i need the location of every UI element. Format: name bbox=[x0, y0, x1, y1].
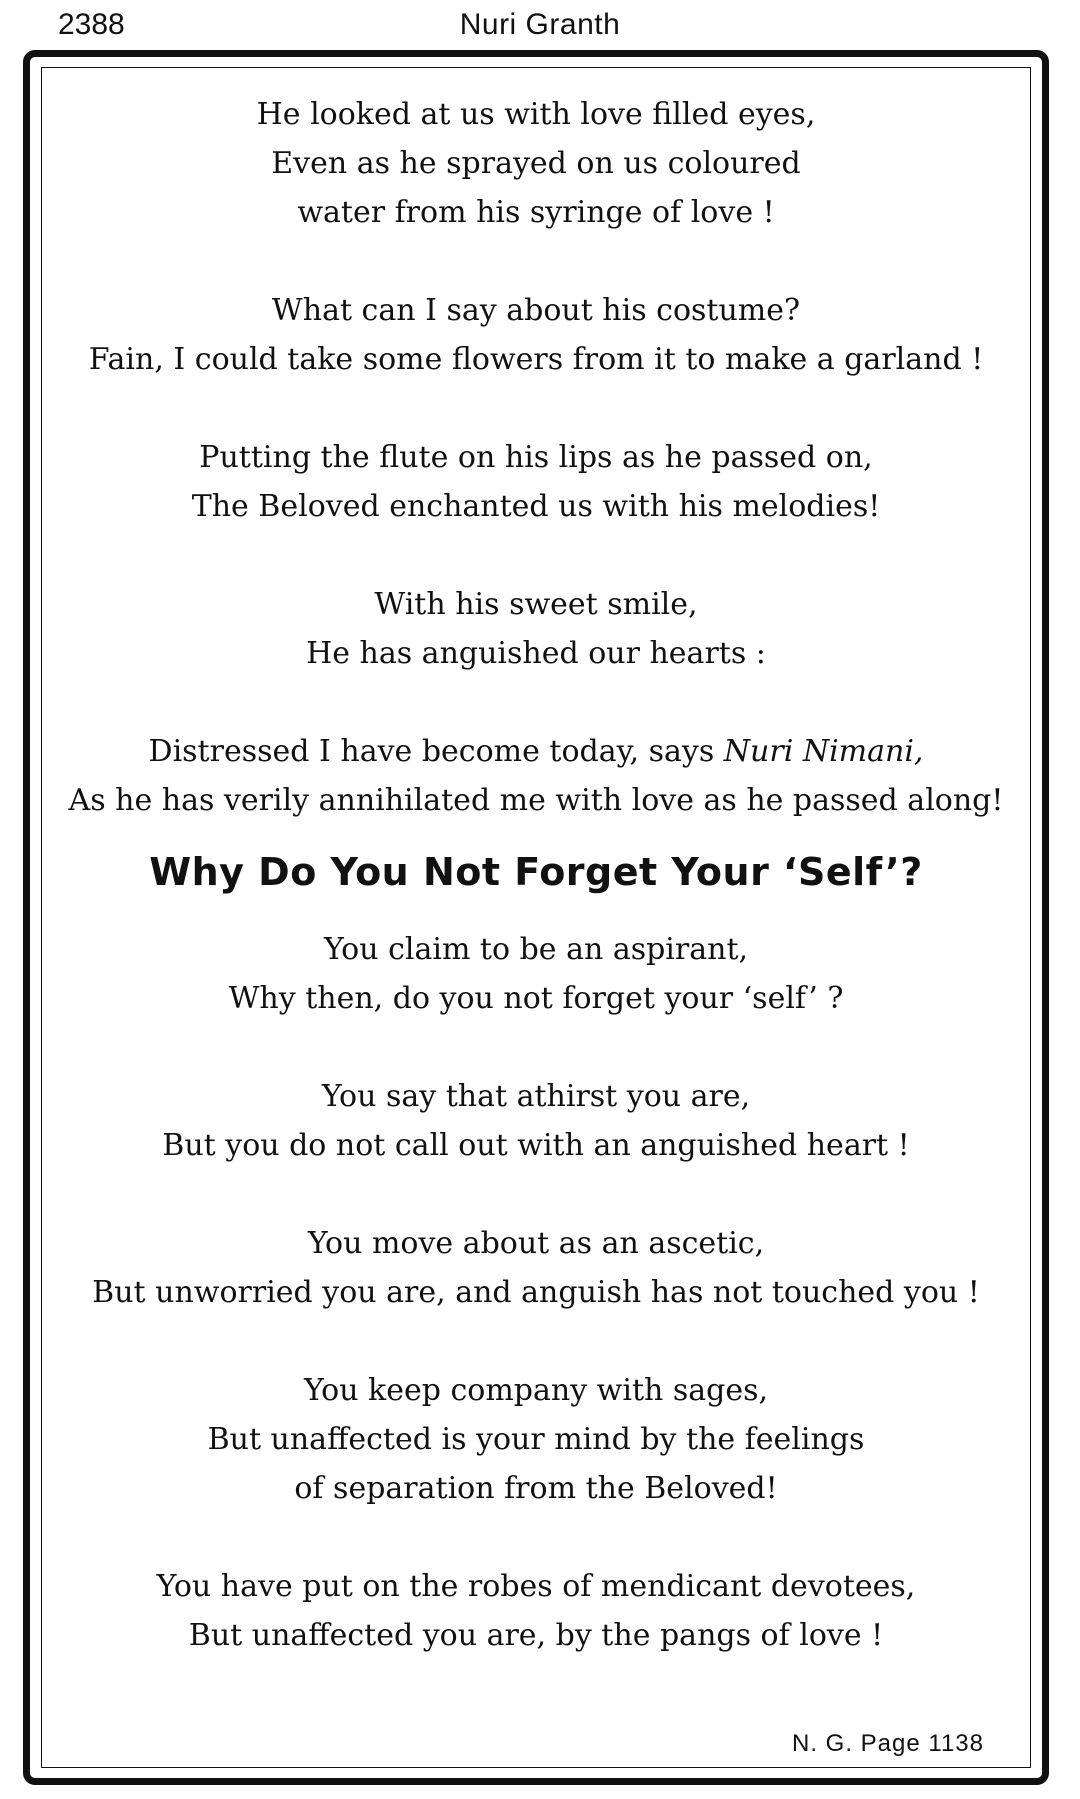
poem-2 bbox=[30, 925, 1042, 1660]
verse-line: The Beloved enchanted us with his melodies! bbox=[191, 489, 881, 524]
poem-1 bbox=[30, 90, 1042, 825]
stanza bbox=[30, 433, 1042, 531]
verse-line: But unaffected is your mind by the feelings bbox=[207, 1422, 865, 1457]
page-content bbox=[30, 90, 1042, 1660]
verse-line: With his sweet smile, bbox=[374, 587, 698, 622]
verse-line bbox=[30, 727, 1042, 776]
verse-text: Distressed I have become today, says bbox=[148, 734, 724, 769]
verse-line: But you do not call out with an anguished heart ! bbox=[162, 1128, 910, 1163]
page-number: 2388 bbox=[58, 8, 125, 41]
verse-line: What can I say about his costume? bbox=[271, 293, 801, 328]
verse-line: water from his syringe of love ! bbox=[297, 195, 775, 230]
stanza bbox=[30, 1562, 1042, 1660]
closing-stanza bbox=[30, 727, 1042, 825]
verse-line: Putting the flute on his lips as he passed on, bbox=[199, 440, 873, 475]
verse-line: You claim to be an aspirant, bbox=[323, 932, 749, 967]
verse-line: You keep company with sages, bbox=[303, 1373, 769, 1408]
verse-line: of separation from the Beloved! bbox=[294, 1471, 778, 1506]
poet-name: Nuri Nimani, bbox=[723, 734, 924, 769]
page-frame bbox=[23, 50, 1049, 1785]
stanza bbox=[30, 580, 1042, 678]
verse-line: Why then, do you not forget your ‘self’ ? bbox=[228, 981, 844, 1016]
stanza bbox=[30, 1219, 1042, 1317]
verse-line: Even as he sprayed on us coloured bbox=[271, 146, 801, 181]
running-title: Nuri Granth bbox=[459, 8, 621, 41]
stanza bbox=[30, 286, 1042, 384]
stanza bbox=[30, 1366, 1042, 1513]
verse-line: You move about as an ascetic, bbox=[307, 1226, 765, 1261]
verse-line: You have put on the robes of mendicant devotees, bbox=[156, 1569, 916, 1604]
stanza bbox=[30, 925, 1042, 1023]
verse-line: As he has verily annihilated me with love as he passed along! bbox=[68, 783, 1004, 818]
poem-title: Why Do You Not Forget Your ‘Self’? bbox=[149, 850, 923, 894]
verse-line: Fain, I could take some flowers from it to make a garland ! bbox=[88, 342, 984, 377]
verse-line: He has anguished our hearts : bbox=[306, 636, 766, 671]
verse-line: He looked at us with love filled eyes, bbox=[256, 97, 816, 132]
stanza bbox=[30, 1072, 1042, 1170]
verse-line: But unworried you are, and anguish has not touched you ! bbox=[92, 1275, 980, 1310]
folio: N. G. Page 1138 bbox=[792, 1730, 984, 1757]
verse-line: But unaffected you are, by the pangs of love ! bbox=[188, 1618, 884, 1653]
verse-line: You say that athirst you are, bbox=[321, 1079, 751, 1114]
stanza bbox=[30, 90, 1042, 237]
